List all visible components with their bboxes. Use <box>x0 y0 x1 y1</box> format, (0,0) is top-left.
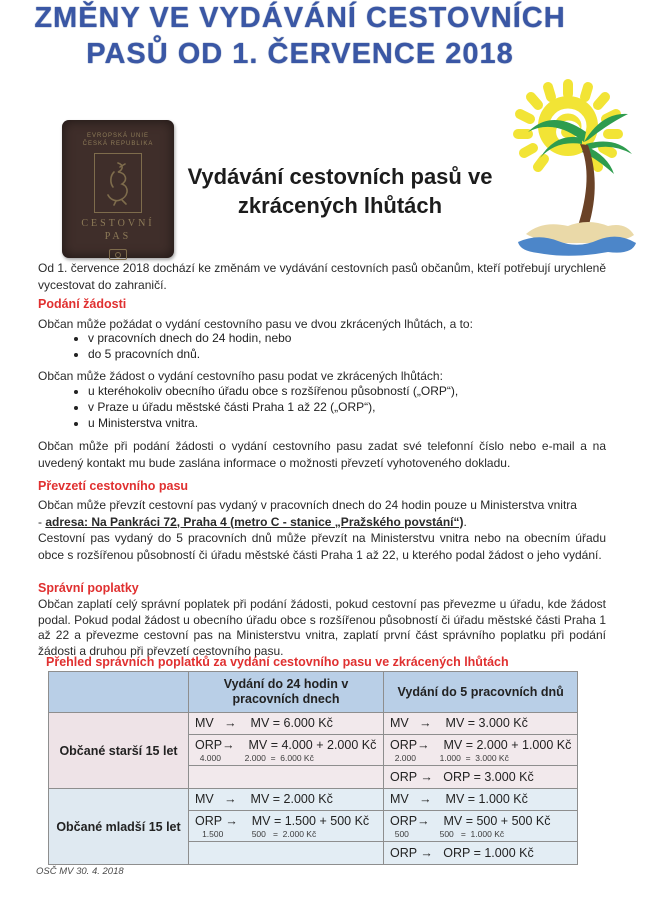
page-title-line1: ZMĚNY VE VYDÁVÁNÍ CESTOVNÍCH <box>34 2 566 34</box>
fee-cell: MV → MV = 3.000 Kč <box>390 716 528 730</box>
passport-image <box>62 120 174 258</box>
podani-bullet-list-1 <box>38 330 645 362</box>
list-item: • v Praze u úřadu městské části Praha 1 až 22 („ORP“), <box>88 399 645 415</box>
fee-cell-subnote: 500 500 = 1.000 Kč <box>390 828 505 839</box>
prevzeti-paragraph <box>38 497 606 563</box>
fees-table <box>48 671 578 865</box>
passport-word-cestovni: CESTOVNÍ <box>81 218 155 229</box>
podani-bullet-list-2 <box>38 383 645 431</box>
fee-cell-subnote: 4.000 2.000 = 6.000 Kč <box>195 752 314 763</box>
czech-lion-emblem-icon <box>94 153 142 213</box>
intro-paragraph: Od 1. července 2018 dochází ke změnám ve vydávání cestovních pasů občanům, kteří potřebují urychleně vycestovat do zahraničí. <box>38 261 606 292</box>
fee-cell: ORP→ MV = 2.000 + 1.000 Kč <box>390 737 572 752</box>
section-heading-podani: Podání žádosti <box>38 297 127 311</box>
list-item: • do 5 pracovních dnů. <box>88 346 645 362</box>
fee-cell: ORP→ MV = 4.000 + 2.000 Kč <box>195 737 377 752</box>
fee-cell: ORP → MV = 1.500 + 500 Kč <box>195 813 370 828</box>
header-cell-empty <box>49 672 189 713</box>
passport-cz-label: ČESKÁ REPUBLIKA <box>82 141 154 147</box>
fees-table-title: Přehled správních poplatků za vydání cestovního pasu ve zkrácených lhůtách <box>46 655 509 669</box>
list-item: • v pracovních dnech do 24 hodin, nebo <box>88 330 645 346</box>
table-header-row <box>49 672 578 713</box>
podani-paragraph-1: Občan může požádat o vydání cestovního pasu ve dvou zkrácených lhůtách, a to: <box>38 317 473 331</box>
footer-note: OSČ MV 30. 4. 2018 <box>36 866 124 877</box>
list-item: • u Ministerstva vnitra. <box>88 415 645 431</box>
fee-cell: MV → MV = 6.000 Kč <box>195 716 333 730</box>
list-item: • u kteréhokoliv obecního úřadu obce s rozšířenou působností („ORP“), <box>88 383 645 399</box>
document-subtitle <box>178 162 502 220</box>
biometric-passport-icon <box>109 249 127 260</box>
page-title <box>0 0 600 72</box>
section-heading-prevzeti: Převzetí cestovního pasu <box>38 479 189 493</box>
prevzeti-rest: Cestovní pas vydaný do 5 pracovních dnů může převzít na Ministerstvu vnitra nebo na obecním úřadu obce s rozšířenou působností či úřadu městské části Praha 1 až 22, u kterého podal žádost o jeho vydání. <box>38 531 606 562</box>
group-label-younger-15: Občané mladší 15 let <box>49 789 189 865</box>
fee-cell: MV → MV = 1.000 Kč <box>390 792 528 806</box>
prevzeti-address-bold: adresa: Na Pankráci 72, Praha 4 (metro C - stanice „Pražského povstání“) <box>45 514 464 529</box>
subtitle-line1: Vydávání cestovních pasů ve <box>187 164 493 189</box>
group-label-older-15: Občané starší 15 let <box>49 713 189 789</box>
podani-paragraph-2: Občan může žádost o vydání cestovního pasu podat ve zkrácených lhůtách: <box>38 369 443 383</box>
header-cell-24h: Vydání do 24 hodin v pracovních dnech <box>189 672 384 713</box>
page-title-line2: PASŮ OD 1. ČERVENCE 2018 <box>86 38 514 70</box>
palm-tree-illustration <box>490 72 645 262</box>
podani-paragraph-3: Občan může při podání žádosti o vydání cestovního pasu zadat své telefonní číslo nebo e-mail a na uvedený kontakt mu bude zaslána informace o možnosti převzetí vyhotoveného dokladu. <box>38 439 606 470</box>
subtitle-line2: zkrácených lhůtách <box>237 193 443 218</box>
prevzeti-dash: - <box>38 514 46 529</box>
spravni-paragraph: Občan zaplatí celý správní poplatek při podání žádosti, pokud cestovní pas převezme u úřadu, kde žádost podal. Pokud podal žádost u obecního úřadu obce s rozšířenou působností či úřadu městské části Praha 1 až 22 a převezme cestovní pas na Ministerstvu vnitra, zaplatí první část správního poplatku při podání žádosti a druhou při převzetí cestovního pasu. <box>38 597 606 658</box>
fee-cell-subnote: 1.500 500 = 2.000 Kč <box>195 828 317 839</box>
passport-eu-label: EVROPSKÁ UNIE <box>86 133 149 139</box>
fee-cell: ORP → ORP = 3.000 Kč <box>390 769 534 784</box>
section-heading-spravni: Správní poplatky <box>38 581 139 595</box>
fee-cell-subnote: 2.000 1.000 = 3.000 Kč <box>390 752 509 763</box>
fee-cell: ORP → ORP = 1.000 Kč <box>390 845 534 860</box>
table-row <box>49 713 578 735</box>
fee-cell: MV → MV = 2.000 Kč <box>195 792 333 806</box>
prevzeti-dot: . <box>463 514 467 529</box>
fee-cell: ORP→ MV = 500 + 500 Kč <box>390 813 551 828</box>
header-cell-5d: Vydání do 5 pracovních dnů <box>384 672 578 713</box>
table-row <box>49 789 578 811</box>
passport-word-pas: PAS <box>104 231 132 242</box>
prevzeti-line1: Občan může převzít cestovní pas vydaný v pracovních dnech do 24 hodin pouze u Ministerstva vnitra <box>38 498 577 512</box>
